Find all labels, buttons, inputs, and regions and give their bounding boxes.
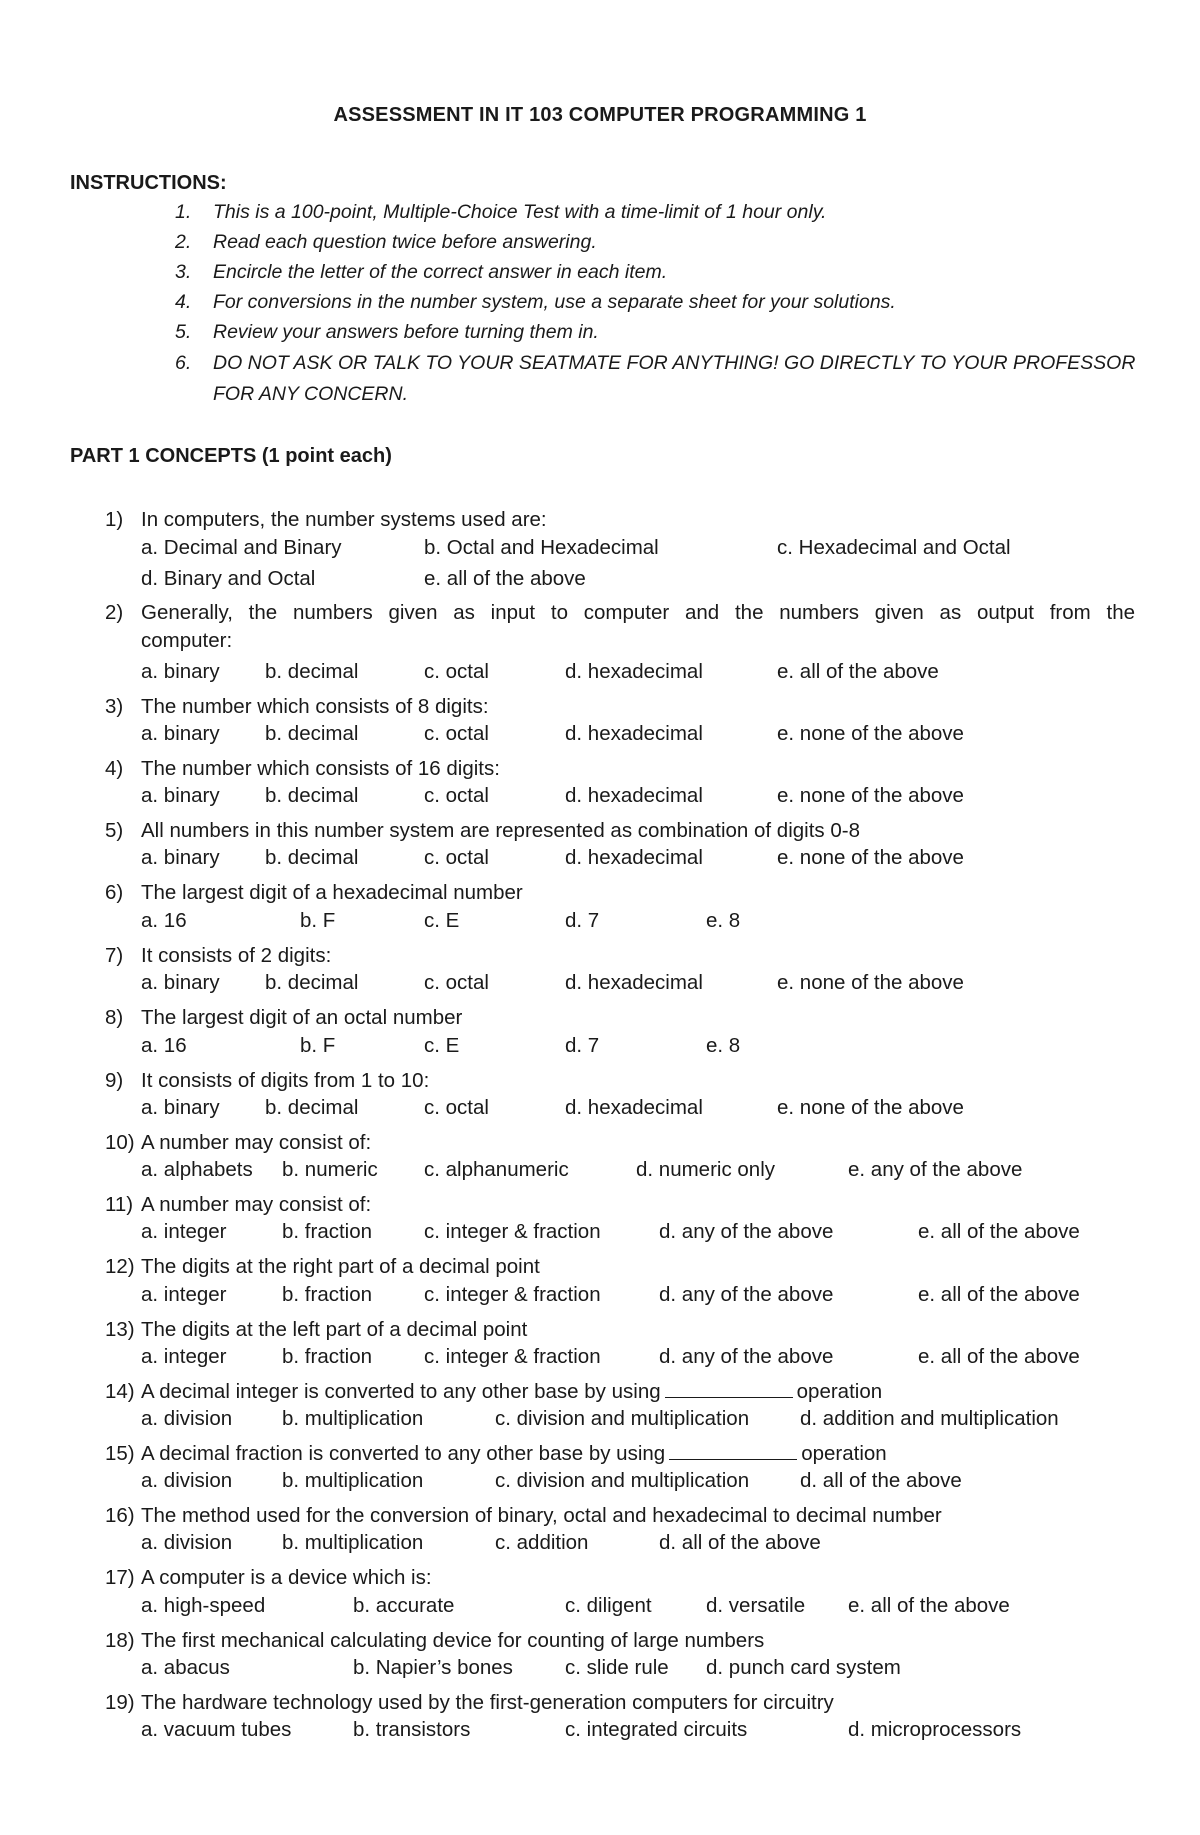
option-e[interactable]: e. all of the above xyxy=(424,567,586,590)
option-c[interactable]: c. integer & fraction xyxy=(424,1345,601,1368)
option-e[interactable]: e. all of the above xyxy=(918,1220,1080,1243)
question-2: 2) Generally, the numbers given as input to computer and the numbers given as output from the xyxy=(105,601,1135,624)
option-c[interactable]: c. diligent xyxy=(565,1594,652,1617)
option-b[interactable]: b. decimal xyxy=(265,1096,359,1119)
option-c[interactable]: c. division and multiplication xyxy=(495,1469,750,1492)
answer-blank xyxy=(665,1379,793,1398)
option-d[interactable]: d. Binary and Octal xyxy=(141,567,316,590)
option-b[interactable]: b. numeric xyxy=(282,1158,378,1181)
option-e[interactable]: e. any of the above xyxy=(848,1158,1023,1181)
option-d[interactable]: d. hexadecimal xyxy=(565,971,703,994)
option-e[interactable]: e. all of the above xyxy=(918,1283,1080,1306)
option-e[interactable]: e. none of the above xyxy=(777,722,964,745)
option-d[interactable]: d. punch card system xyxy=(706,1656,901,1679)
option-a[interactable]: a. division xyxy=(141,1531,233,1554)
option-d[interactable]: d. 7 xyxy=(565,1034,600,1057)
exam-page: ASSESSMENT IN IT 103 COMPUTER PROGRAMMING 1 INSTRUCTIONS: 1. This is a 100-point, Multiple-Choice Test with a time-limit of 1 hour only. 2. Read each question twice before answering. 3. Encircle the letter of the correct answer in each item. 4. For conversions in the number system, use a separate sheet for your solutions. 5. Review your answers before turning them in. 6. DO NOT ASK OR TALK TO YOUR SEATMATE FOR ANYTHING! GO DIRECTLY TO YOUR PROFESSOR FOR ANY CONCERN. PART 1 CONCEPTS (1 point each) 1) In computers, the number systems used are: a. Decimal and Binary b. Octal and Hexadecimal c. Hexadecimal and Octal d. Binary and Octal e. all of the above 2) Generally, the numbers given as input to computer and the numbers given as output from the computer: a. binary b. decimal c. octal d. hexadecimal e. all of the above 3) The number which consists of 8 digits: a. binary b. decimal c. octal d. hexadecimal e. none of the above 4) The number which consists of 16 digits: a. binary b. decimal c. octal d. hexadecimal e. none of the above 5) All numbers in this number system are represented as combination of digits 0-8 a. binary b. decimal c. octal d. hexadecimal e. none of the above 6) The largest digit of a hexadecimal number a. 16 b. F c. E d. 7 e. 8 7) It consists of 2 digits: a. binary b. decimal c. octal d. hexadecimal e. none of the above 8) The largest digit of an octal number a. 16 b. F c. E d. 7 e. 8 9) It consists of digits from 1 to 10: a. binary b. decimal c. octal d. hexadecimal e. none of the above 10) A number may consist of: a. alphabets b. numeric c. alphanumeric d. numeric only e. any of the above 11) A number may consist of: a. integer b. fraction c. integer & fraction d. any of the above e. all of the above 12) The digits at the right part of a decimal point a. integer b. fraction c. integer & fraction d. any of the above e. all of the above 13) The digits at the left part of a decimal point a. integer b. fraction c. integer & fraction d. any of the above e. all of the above 14) A decimal integer is converted to any other base by using operation a. division b. multiplication c. division and multiplication d. addition and multiplication 15) A decimal fraction is converted to any other base by using operation a. division b. multiplication c. division and multiplication d. all of the above 16) The method used for the conversion of binary, octal and hexadecimal to decimal number a. division b. multiplication c. addition d. all of the above 17) A computer is a device which is: a. high-speed b. accurate c. diligent d. versatile e. all of the above 18) The first mechanical calculating device for counting of large numbers a. abacus b. Napier’s bones c. slide rule d. punch card system 19) The hardware technology used by the first-generation computers for circuitry a. vacuum tubes b. transistors c. integrated circuits d. microprocessors xyxy=(0,0,1200,1835)
option-e[interactable]: e. all of the above xyxy=(918,1345,1080,1368)
option-b[interactable]: b. transistors xyxy=(353,1718,471,1741)
option-d[interactable]: d. all of the above xyxy=(800,1469,962,1492)
option-b[interactable]: b. multiplication xyxy=(282,1531,424,1554)
option-d[interactable]: d. hexadecimal xyxy=(565,846,703,869)
option-c[interactable]: c. octal xyxy=(424,846,489,869)
option-b[interactable]: b. multiplication xyxy=(282,1469,424,1492)
option-c[interactable]: c. addition xyxy=(495,1531,589,1554)
option-b[interactable]: b. decimal xyxy=(265,846,359,869)
option-e[interactable]: e. 8 xyxy=(706,1034,741,1057)
option-b[interactable]: b. fraction xyxy=(282,1220,373,1243)
option-a[interactable]: a. 16 xyxy=(141,1034,187,1057)
option-b[interactable]: b. decimal xyxy=(265,971,359,994)
option-d[interactable]: d. hexadecimal xyxy=(565,1096,703,1119)
option-d[interactable]: d. hexadecimal xyxy=(565,784,703,807)
option-b[interactable]: b. decimal xyxy=(265,784,359,807)
option-a[interactable]: a. alphabets xyxy=(141,1158,253,1181)
option-a[interactable]: a. integer xyxy=(141,1283,227,1306)
option-a[interactable]: a. binary xyxy=(141,846,220,869)
option-d[interactable]: d. versatile xyxy=(706,1594,806,1617)
option-a[interactable]: a. binary xyxy=(141,1096,220,1119)
option-e[interactable]: e. none of the above xyxy=(777,1096,964,1119)
option-d[interactable]: d. hexadecimal xyxy=(565,660,703,683)
option-a[interactable]: a. binary xyxy=(141,660,220,683)
option-c[interactable]: c. integer & fraction xyxy=(424,1283,601,1306)
option-c[interactable]: c. E xyxy=(424,1034,460,1057)
question-2-continued: computer: xyxy=(141,629,233,652)
option-a[interactable]: a. vacuum tubes xyxy=(141,1718,292,1741)
option-a[interactable]: a. binary xyxy=(141,971,220,994)
option-a[interactable]: a. Decimal and Binary xyxy=(141,536,342,559)
answer-blank xyxy=(669,1441,797,1460)
option-c[interactable]: c. alphanumeric xyxy=(424,1158,569,1181)
option-a[interactable]: a. division xyxy=(141,1469,233,1492)
option-b[interactable]: b. decimal xyxy=(265,722,359,745)
option-e[interactable]: e. none of the above xyxy=(777,971,964,994)
option-a[interactable]: a. division xyxy=(141,1407,233,1430)
option-d[interactable]: d. any of the above xyxy=(659,1283,834,1306)
option-b[interactable]: b. multiplication xyxy=(282,1407,424,1430)
option-d[interactable]: d. all of the above xyxy=(659,1531,821,1554)
instructions-heading: INSTRUCTIONS: xyxy=(70,172,227,194)
page-title: ASSESSMENT IN IT 103 COMPUTER PROGRAMMING 1 xyxy=(333,104,867,126)
option-e[interactable]: e. all of the above xyxy=(848,1594,1010,1617)
option-e[interactable]: e. all of the above xyxy=(777,660,939,683)
option-e[interactable]: e. none of the above xyxy=(777,784,964,807)
option-b[interactable]: b. Octal and Hexadecimal xyxy=(424,536,659,559)
option-c[interactable]: c. slide rule xyxy=(565,1656,669,1679)
option-d[interactable]: d. addition and multiplication xyxy=(800,1407,1059,1430)
option-a[interactable]: a. binary xyxy=(141,722,220,745)
option-d[interactable]: d. 7 xyxy=(565,909,600,932)
option-b[interactable]: b. decimal xyxy=(265,660,359,683)
option-d[interactable]: d. microprocessors xyxy=(848,1718,1022,1741)
option-c[interactable]: c. octal xyxy=(424,660,489,683)
option-e[interactable]: e. 8 xyxy=(706,909,741,932)
option-b[interactable]: b. accurate xyxy=(353,1594,455,1617)
part1-heading: PART 1 CONCEPTS (1 point each) xyxy=(70,445,392,467)
option-d[interactable]: d. numeric only xyxy=(636,1158,776,1181)
option-b[interactable]: b. fraction xyxy=(282,1345,373,1368)
option-d[interactable]: d. any of the above xyxy=(659,1345,834,1368)
option-a[interactable]: a. integer xyxy=(141,1220,227,1243)
option-e[interactable]: e. none of the above xyxy=(777,846,964,869)
option-c[interactable]: c. integrated circuits xyxy=(565,1718,748,1741)
option-a[interactable]: a. integer xyxy=(141,1345,227,1368)
option-c[interactable]: c. Hexadecimal and Octal xyxy=(777,536,1011,559)
option-b[interactable]: b. F xyxy=(300,1034,336,1057)
option-a[interactable]: a. high-speed xyxy=(141,1594,266,1617)
option-b[interactable]: b. Napier’s bones xyxy=(353,1656,513,1679)
option-b[interactable]: b. fraction xyxy=(282,1283,373,1306)
option-c[interactable]: c. division and multiplication xyxy=(495,1407,750,1430)
option-a[interactable]: a. 16 xyxy=(141,909,187,932)
option-c[interactable]: c. integer & fraction xyxy=(424,1220,601,1243)
option-d[interactable]: d. any of the above xyxy=(659,1220,834,1243)
option-d[interactable]: d. hexadecimal xyxy=(565,722,703,745)
option-a[interactable]: a. binary xyxy=(141,784,220,807)
option-a[interactable]: a. abacus xyxy=(141,1656,230,1679)
option-c[interactable]: c. octal xyxy=(424,1096,489,1119)
option-c[interactable]: c. octal xyxy=(424,784,489,807)
option-c[interactable]: c. octal xyxy=(424,722,489,745)
option-b[interactable]: b. F xyxy=(300,909,336,932)
option-c[interactable]: c. E xyxy=(424,909,460,932)
option-c[interactable]: c. octal xyxy=(424,971,489,994)
